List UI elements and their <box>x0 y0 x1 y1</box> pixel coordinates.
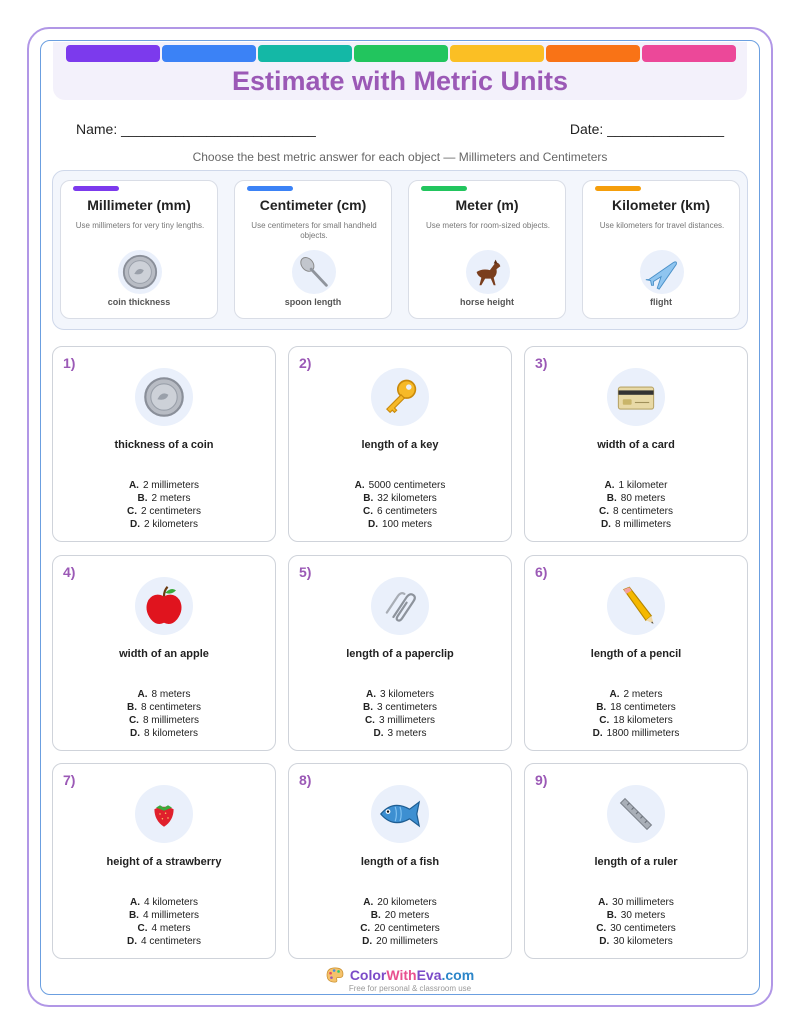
question-card-2 <box>288 346 512 542</box>
question-text: length of a paperclip <box>346 648 454 660</box>
answer-options <box>289 688 511 740</box>
answer-options <box>289 479 511 531</box>
answer-option[interactable]: A. 3 kilometers <box>366 689 434 700</box>
question-text: length of a key <box>361 439 439 451</box>
question-card-8 <box>288 763 512 959</box>
credit-card-icon <box>607 368 665 426</box>
answer-option[interactable]: A. 2 meters <box>609 689 663 700</box>
answer-option[interactable]: B. 4 millimeters <box>128 910 200 921</box>
question-number: 4) <box>63 564 76 580</box>
reference-caption: flight <box>650 297 672 307</box>
question-number: 1) <box>63 355 76 371</box>
reference-title: Kilometer (km) <box>611 197 711 213</box>
answer-option[interactable]: B. 20 meters <box>370 910 430 921</box>
reference-caption: horse height <box>459 297 514 307</box>
reference-description: Use millimeters for very tiny lengths. <box>75 221 205 230</box>
answer-options <box>525 896 747 948</box>
question-text: width of an apple <box>119 648 209 660</box>
answer-option[interactable]: D. 8 kilometers <box>130 728 198 739</box>
answer-option[interactable]: C. 20 centimeters <box>360 923 440 934</box>
reference-card-centimeter <box>234 180 392 319</box>
brand-com: .com <box>441 967 475 984</box>
stripe <box>450 45 544 62</box>
answer-option[interactable]: D. 2 kilometers <box>130 519 198 530</box>
answer-option[interactable]: A. 2 millimeters <box>128 480 200 491</box>
answer-option[interactable]: B. 3 centimeters <box>362 702 438 713</box>
brand-with: With <box>386 967 417 984</box>
instructions: Choose the best metric answer for each object — Millimeters and Centimeters <box>192 150 608 164</box>
brand-eva: Eva <box>416 967 442 984</box>
reference-color-bar <box>73 186 119 191</box>
answer-option[interactable]: A. 20 kilometers <box>363 897 437 908</box>
question-number: 6) <box>535 564 548 580</box>
answer-options <box>53 479 275 531</box>
stripe <box>642 45 736 62</box>
answer-option[interactable]: D. 100 meters <box>367 519 433 530</box>
answer-option[interactable]: C. 2 centimeters <box>126 506 202 517</box>
answer-option[interactable]: B. 80 meters <box>606 493 666 504</box>
reference-color-bar <box>595 186 641 191</box>
reference-description: Use kilometers for travel distances. <box>599 221 725 230</box>
answer-option[interactable]: A. 30 millimeters <box>598 897 674 908</box>
answer-option[interactable]: D. 20 millimeters <box>362 936 438 947</box>
key-icon <box>371 368 429 426</box>
answer-option[interactable]: C. 4 meters <box>137 923 191 934</box>
question-number: 7) <box>63 772 76 788</box>
fish-icon <box>371 785 429 843</box>
answer-option[interactable]: C. 18 kilometers <box>599 715 673 726</box>
answer-option[interactable]: C. 6 centimeters <box>362 506 438 517</box>
answer-options <box>525 479 747 531</box>
stripe <box>354 45 448 62</box>
answer-options <box>525 688 747 740</box>
question-number: 3) <box>535 355 548 371</box>
question-card-7 <box>52 763 276 959</box>
horse-icon <box>466 250 510 294</box>
question-text: thickness of a coin <box>114 439 214 451</box>
question-card-9 <box>524 763 748 959</box>
answer-option[interactable]: C. 3 millimeters <box>364 715 436 726</box>
answer-option[interactable]: B. 18 centimeters <box>596 702 676 713</box>
answer-options <box>53 688 275 740</box>
question-text: length of a fish <box>360 856 440 868</box>
brand-color: Color <box>349 967 387 984</box>
answer-option[interactable]: A. 4 kilometers <box>130 897 198 908</box>
answer-option[interactable]: D. 1800 millimeters <box>592 728 680 739</box>
reference-card-meter <box>408 180 566 319</box>
color-stripes <box>66 45 736 62</box>
coin-icon <box>118 250 162 294</box>
name-field[interactable]: Name: _________________________ <box>76 121 316 137</box>
reference-card-kilometer <box>582 180 740 319</box>
question-card-4 <box>52 555 276 751</box>
reference-title: Centimeter (cm) <box>259 197 367 213</box>
reference-card-millimeter <box>60 180 218 319</box>
answer-option[interactable]: D. 30 kilometers <box>599 936 673 947</box>
question-number: 9) <box>535 772 548 788</box>
answer-option[interactable]: B. 30 meters <box>606 910 666 921</box>
answer-option[interactable]: A. 5000 centimeters <box>354 480 446 491</box>
answer-option[interactable]: B. 2 meters <box>137 493 191 504</box>
reference-description: Use centimeters for small handheld objects. <box>251 221 377 240</box>
question-text: width of a card <box>597 439 675 451</box>
date-field[interactable]: Date: _______________ <box>569 121 724 137</box>
answer-option[interactable]: A. 8 meters <box>137 689 191 700</box>
question-text: length of a pencil <box>590 648 682 660</box>
reference-caption: spoon length <box>284 297 342 307</box>
reference-title: Meter (m) <box>455 197 519 213</box>
question-card-5 <box>288 555 512 751</box>
question-card-1 <box>52 346 276 542</box>
answer-options <box>289 896 511 948</box>
apple-icon <box>135 577 193 635</box>
stripe <box>258 45 352 62</box>
reference-caption: coin thickness <box>107 297 171 307</box>
ruler-icon <box>607 785 665 843</box>
answer-option[interactable]: A. 1 kilometer <box>604 480 668 491</box>
stripe <box>546 45 640 62</box>
strawberry-icon <box>135 785 193 843</box>
answer-option[interactable]: C. 8 millimeters <box>128 715 200 726</box>
question-text: length of a ruler <box>594 856 678 868</box>
answer-option[interactable]: B. 8 centimeters <box>126 702 202 713</box>
footer-tagline: Free for personal & classroom use <box>348 984 472 993</box>
answer-option[interactable]: D. 3 meters <box>373 728 427 739</box>
question-number: 8) <box>299 772 312 788</box>
question-text: height of a strawberry <box>106 856 222 868</box>
reference-color-bar <box>247 186 293 191</box>
answer-options <box>53 896 275 948</box>
airplane-icon <box>640 250 684 294</box>
paperclip-icon <box>371 577 429 635</box>
question-number: 5) <box>299 564 312 580</box>
answer-option[interactable]: C. 30 centimeters <box>596 923 676 934</box>
page-title: Estimate with Metric Units <box>231 66 569 96</box>
reference-color-bar <box>421 186 467 191</box>
question-card-6 <box>524 555 748 751</box>
answer-option[interactable]: D. 8 millimeters <box>600 519 672 530</box>
stripe <box>66 45 160 62</box>
reference-description: Use meters for room-sized objects. <box>425 221 551 230</box>
stripe <box>162 45 256 62</box>
pencil-icon <box>607 577 665 635</box>
reference-title: Millimeter (mm) <box>87 197 191 213</box>
question-number: 2) <box>299 355 312 371</box>
answer-option[interactable]: C. 8 centimeters <box>598 506 674 517</box>
question-card-3 <box>524 346 748 542</box>
answer-option[interactable]: D. 4 centimeters <box>126 936 202 947</box>
coin-icon <box>135 368 193 426</box>
answer-option[interactable]: B. 32 kilometers <box>363 493 437 504</box>
spoon-icon <box>292 250 336 294</box>
